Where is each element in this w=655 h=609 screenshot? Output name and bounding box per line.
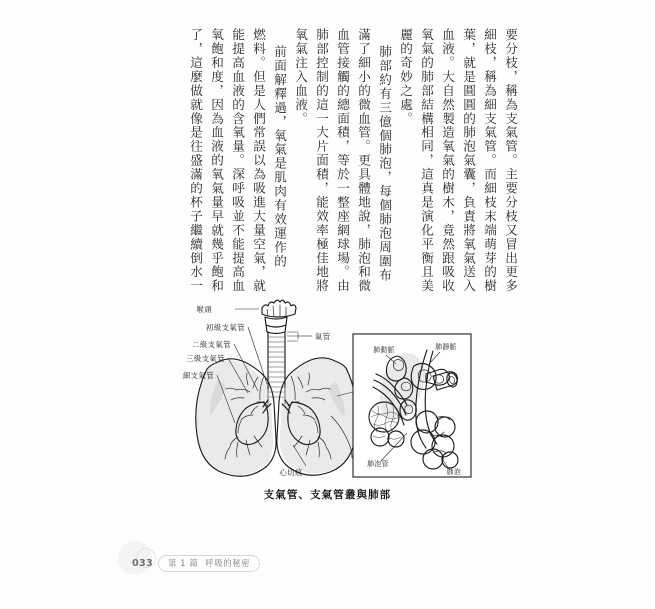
text-column: 麗的奇妙之處。: [398, 28, 413, 126]
text-column: 前面解釋過，氧氣是肌肉有效運作的: [272, 45, 287, 269]
label-trachea: 氣管: [315, 332, 331, 341]
text-column: 氧氣的肺部結構相同，這真是演化平衡且美: [419, 28, 434, 294]
text-column: 肺部控制的這一大片面積，能效率極佳地將: [314, 28, 329, 294]
label-cardiac-notch: 心切痕: [279, 468, 303, 477]
label-alveolus: 肺泡: [446, 468, 462, 476]
label-tertiary-bronchus: 三級支氣管: [186, 354, 225, 363]
text-column: 要分枝，稱為支氣管。主要分枝又冒出更多: [503, 28, 518, 294]
label-bronchiole: 細支氣管: [182, 371, 214, 380]
running-head: [158, 555, 260, 572]
text-column: 氧氣注入血液。: [293, 28, 308, 126]
body-text-block: [96, 28, 518, 294]
text-column: 血管接觸的總面積，等於一整座網球場。由: [335, 28, 350, 294]
page-footer: [132, 552, 260, 574]
label-pulmonary-vein: 肺靜脈: [435, 343, 457, 351]
running-head-part: 第 1 篇: [167, 557, 199, 568]
figure-caption: 支氣管、支氣管叢與肺部: [263, 489, 392, 501]
text-column: 燃料。但是人們常誤以為吸進大量空氣，就: [251, 28, 266, 294]
text-column: 氧飽和度，因為血液的氧氣量早就幾乎飽和: [209, 28, 224, 294]
label-pulmonary-artery: 肺動脈: [373, 346, 395, 354]
lung-anatomy-figure: [140, 296, 520, 496]
label-secondary-bronchus: 二級支氣管: [192, 340, 231, 349]
label-alveolar-duct: 肺泡管: [367, 460, 389, 468]
label-larynx: 喉頭: [196, 305, 212, 314]
text-column: 了，這麼做就像是往盛滿的杯子繼續倒水一: [188, 28, 203, 294]
page-number: 033: [132, 557, 153, 569]
lung-right-illustration: [277, 358, 357, 475]
text-column: 肺部約有三億個肺泡，每個肺泡周圍布: [377, 45, 392, 283]
text-column: 細枝，稱為細支氣管。而細枝末端萌芽的樹: [482, 28, 497, 294]
text-column: 血液。大自然製造氧氣的樹木，竟然跟吸收: [440, 28, 455, 294]
text-column: 能提高血液的含氧量。深呼吸並不能提高血: [230, 28, 245, 294]
label-primary-bronchus: 初級支氣管: [206, 323, 245, 332]
larynx-illustration: [262, 300, 296, 333]
trachea-illustration: [268, 332, 285, 404]
running-head-chapter: 呼吸的秘密: [205, 557, 251, 568]
text-column: 葉，就是圓圓的肺泡氣囊，負責將氧氣送入: [461, 28, 476, 294]
text-column: 滿了細小的微血管。更具體地說，肺泡和微: [356, 28, 371, 294]
alveolus-inset-panel: [353, 334, 471, 477]
